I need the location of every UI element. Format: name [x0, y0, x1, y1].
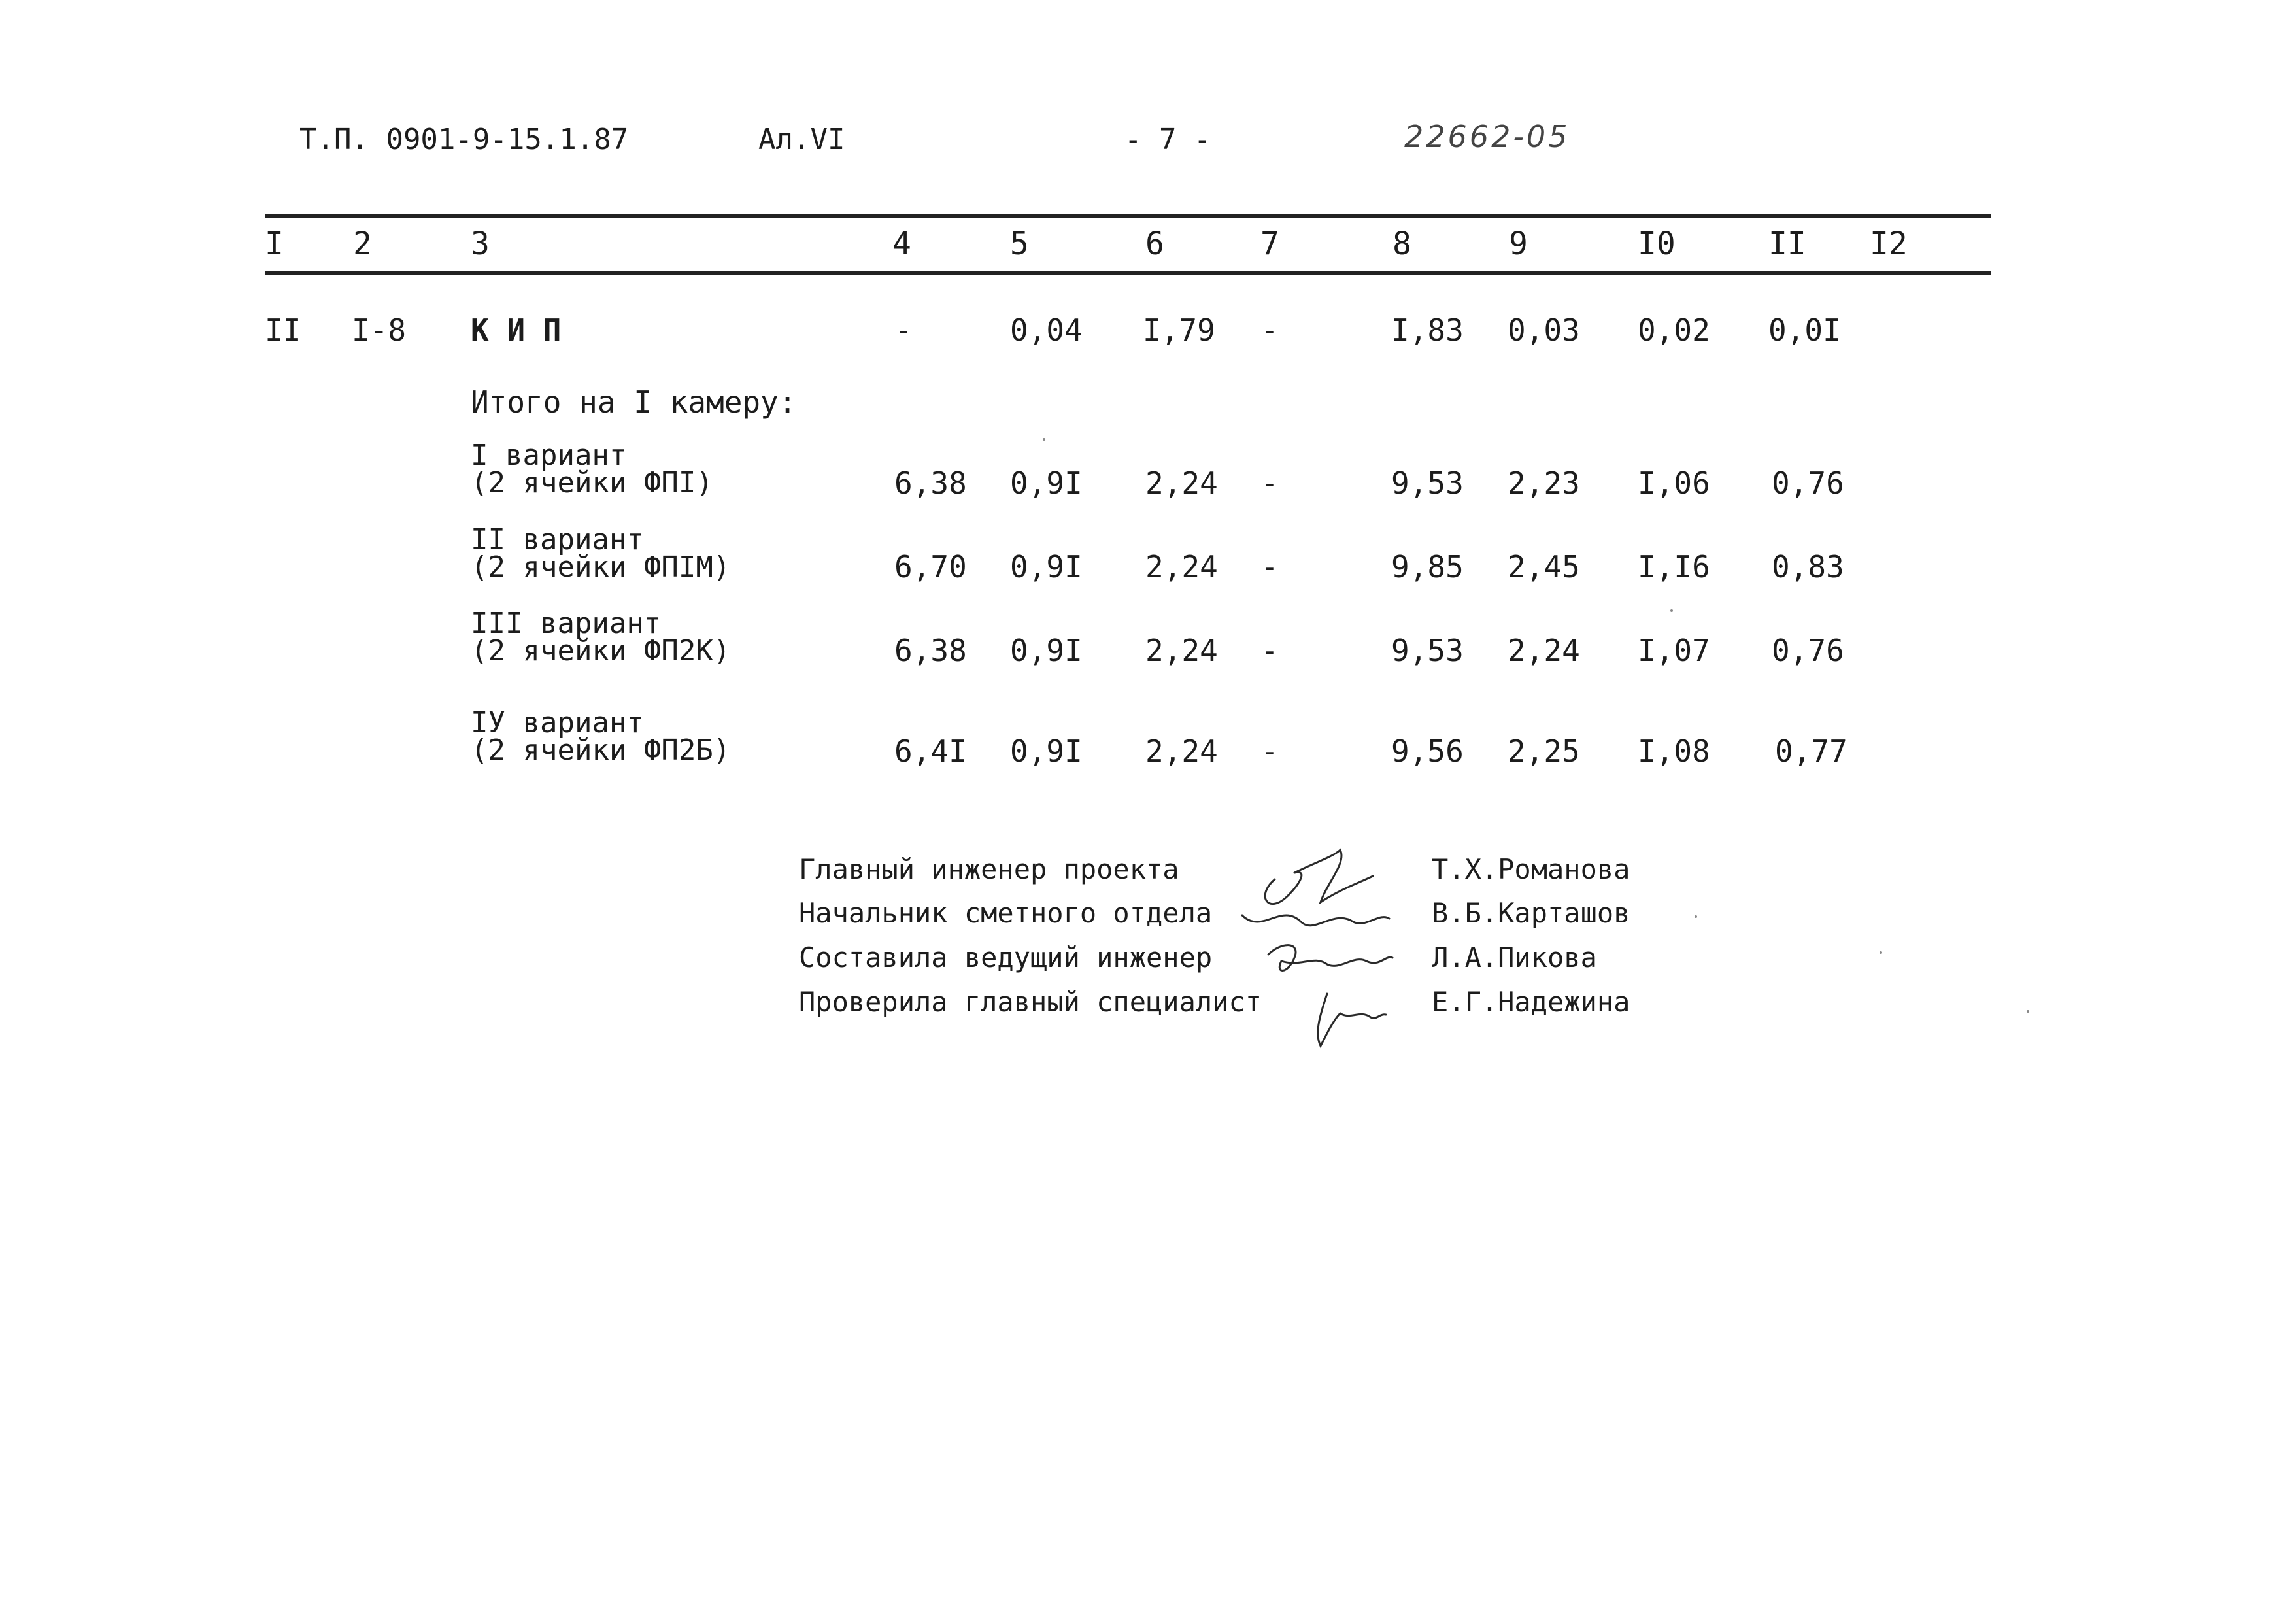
row-number: II	[265, 313, 301, 348]
variant-name: II вариант	[471, 523, 644, 556]
signatory-title: Начальник сметного отдела	[799, 897, 1213, 929]
signatory-title: Проверила главный специалист	[799, 986, 1262, 1018]
table-cell: 0,9I	[1010, 734, 1083, 769]
scan-speck	[1695, 915, 1697, 918]
signature-4	[1318, 994, 1386, 1046]
table-cell: 0,0I	[1768, 313, 1841, 348]
table-cell: I,06	[1638, 465, 1710, 501]
col-num-1: I	[265, 226, 284, 262]
table-cell: 2,24	[1145, 734, 1218, 769]
table-cell: 0,9I	[1010, 465, 1083, 501]
table-cell: 0,02	[1638, 313, 1710, 348]
table-cell: 2,45	[1508, 549, 1580, 584]
row-position: I-8	[352, 313, 407, 348]
scan-speck	[2027, 1010, 2029, 1013]
variant-cells: (2 ячейки ФП2Б)	[471, 734, 731, 767]
col-num-6: 6	[1145, 226, 1164, 262]
signatory-name: Т.Х.Романова	[1432, 853, 1630, 885]
signatory-name: В.Б.Карташов	[1432, 897, 1630, 929]
variant-name: III вариант	[471, 607, 662, 640]
table-cell: -	[1260, 549, 1279, 584]
variant-label	[471, 706, 731, 767]
table-cell: I,07	[1638, 633, 1710, 668]
signatory-title: Главный инженер проекта	[799, 853, 1179, 885]
table-cell: 0,83	[1772, 549, 1844, 584]
table-cell: I,83	[1391, 313, 1464, 348]
table-cell: -	[1260, 313, 1279, 348]
table-cell: 9,53	[1391, 465, 1464, 501]
table-cell: 2,24	[1145, 549, 1218, 584]
col-num-2: 2	[353, 226, 372, 262]
col-num-8: 8	[1392, 226, 1411, 262]
table-cell: 0,77	[1775, 734, 1847, 769]
table-cell: 6,38	[894, 465, 967, 501]
table-header-rule	[265, 271, 1991, 275]
variant-label	[471, 439, 713, 499]
table-cell: -	[1260, 465, 1279, 501]
table-cell: 9,85	[1391, 549, 1464, 584]
inventory-number: 22662-05	[1404, 119, 1570, 154]
table-cell: 2,25	[1508, 734, 1580, 769]
table-cell: 6,4I	[894, 734, 967, 769]
col-num-10: I0	[1638, 226, 1676, 262]
variant-label	[471, 523, 731, 584]
signature-2	[1242, 915, 1389, 926]
table-cell: -	[1260, 633, 1279, 668]
table-cell: 2,24	[1145, 633, 1218, 668]
variant-cells: (2 ячейки ФП2К)	[471, 634, 731, 668]
table-cell: 9,53	[1391, 633, 1464, 668]
table-cell: 2,23	[1508, 465, 1580, 501]
scan-speck	[1880, 951, 1882, 954]
signatory-name: Л.А.Пикова	[1432, 941, 1597, 973]
row-name: К И П	[471, 313, 562, 348]
table-cell: I,79	[1143, 313, 1215, 348]
table-cell: 0,03	[1508, 313, 1580, 348]
col-num-3: 3	[471, 226, 490, 262]
table-cell: -	[894, 313, 913, 348]
handwritten-signatures	[1229, 843, 1425, 1066]
table-cell: 2,24	[1508, 633, 1580, 668]
variant-label	[471, 607, 731, 668]
table-cell: 0,76	[1772, 633, 1844, 668]
scan-speck	[1043, 438, 1045, 441]
variant-cells: (2 ячейки ФПI)	[471, 466, 713, 499]
total-label: Итого на I камеру:	[471, 384, 797, 420]
table-cell: 2,24	[1145, 465, 1218, 501]
col-num-9: 9	[1509, 226, 1528, 262]
variant-name: I вариант	[471, 439, 627, 472]
page-number: - 7 -	[1124, 123, 1211, 156]
table-cell: 0,9I	[1010, 549, 1083, 584]
signatory-name: Е.Г.Надежина	[1432, 986, 1630, 1018]
table-cell: -	[1260, 734, 1279, 769]
signatory-title: Составила ведущий инженер	[799, 941, 1213, 973]
scan-speck	[1670, 609, 1673, 612]
table-top-rule	[265, 214, 1991, 218]
col-num-12: I2	[1870, 226, 1908, 262]
table-cell: I,08	[1638, 734, 1710, 769]
doc-code: Т.П. 0901-9-15.1.87	[299, 123, 629, 156]
table-cell: 9,56	[1391, 734, 1464, 769]
album-number: Ал.VI	[758, 123, 845, 156]
col-num-4: 4	[892, 226, 911, 262]
variant-name: IУ вариант	[471, 706, 644, 739]
col-num-5: 5	[1010, 226, 1029, 262]
signature-3	[1268, 945, 1392, 971]
col-num-11: II	[1768, 226, 1806, 262]
table-cell: 6,70	[894, 549, 967, 584]
table-cell: 0,04	[1010, 313, 1083, 348]
table-cell: 0,9I	[1010, 633, 1083, 668]
variant-cells: (2 ячейки ФПIМ)	[471, 550, 731, 584]
signature-1	[1265, 850, 1373, 904]
col-num-7: 7	[1260, 226, 1279, 262]
table-cell: I,I6	[1638, 549, 1710, 584]
table-cell: 6,38	[894, 633, 967, 668]
table-cell: 0,76	[1772, 465, 1844, 501]
